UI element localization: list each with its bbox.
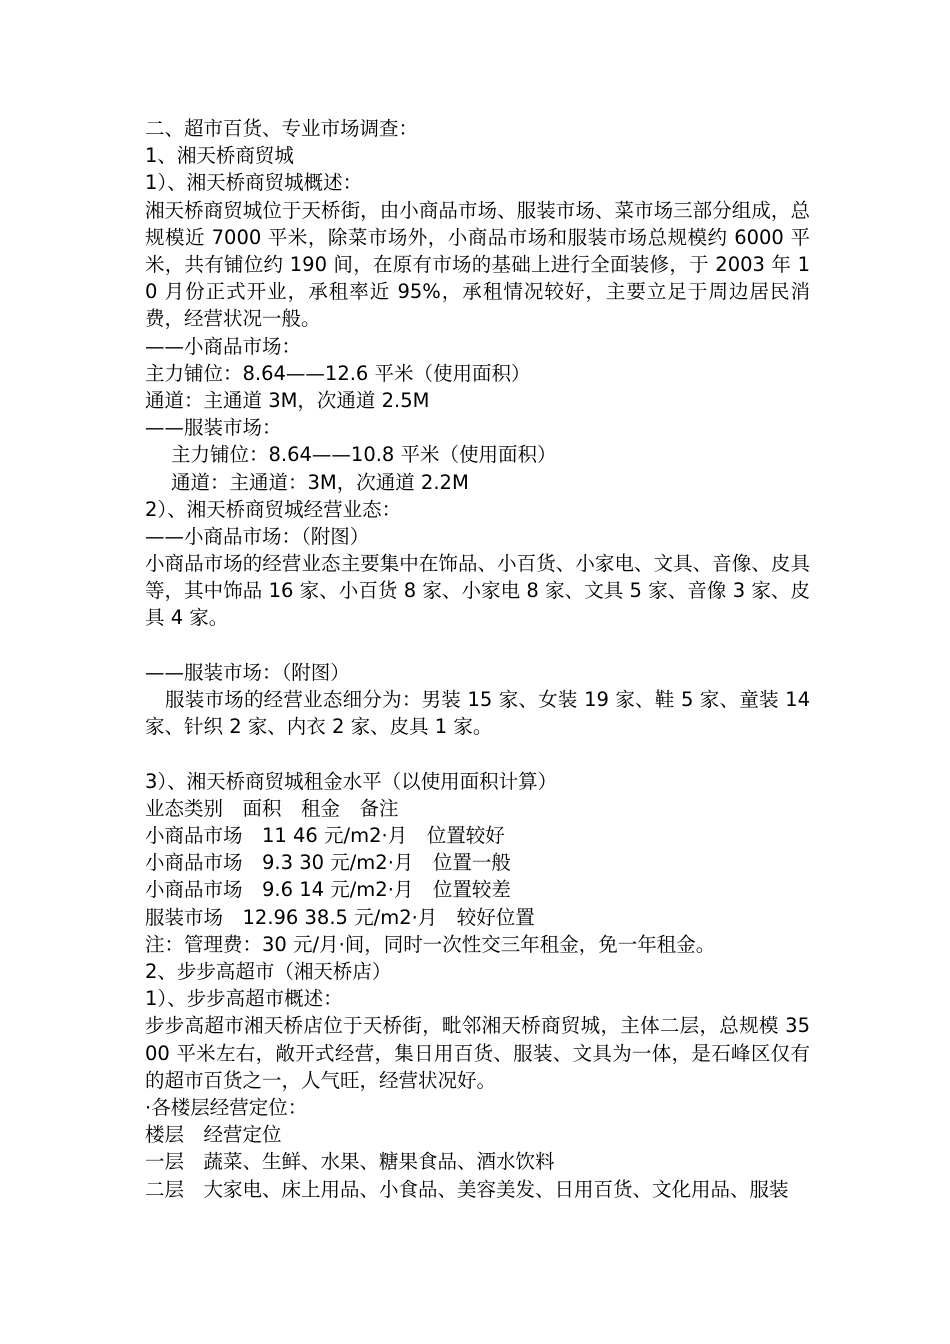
small-format-label: ——小商品市场：（附图）: [145, 524, 370, 548]
rent-table-row: 小商品市场 11 46 元/m2·月 位置较好: [145, 824, 505, 848]
subheading-bubugao-overview: 1）、步步高超市概述：: [145, 987, 343, 1011]
small-market-label: ——小商品市场：: [145, 334, 302, 358]
rent-table-row: 小商品市场 9.6 14 元/m2·月 位置较差: [145, 878, 511, 902]
small-format-paragraph: 小商品市场的经营业态主要集中在饰品、小百货、小家电、文具、音像、皮具等，其中饰品 16 家、小百货 8 家、小家电 8 家、文具 5 家、音像 3 家、皮具 4 家。: [145, 552, 810, 630]
floor-positioning-label: ·各楼层经营定位：: [145, 1095, 308, 1119]
clothing-aisle: 通道：主通道：3M，次通道 2.2M: [171, 470, 469, 494]
rent-note: 注：管理费：30 元/月·间，同时一次性交三年租金，免一年租金。: [145, 932, 716, 956]
bubugao-overview-paragraph: 步步高超市湘天桥店位于天桥街，毗邻湘天桥商贸城，主体二层，总规模 3500 平米左右，敞开式经营，集日用百货、服装、文具为一体，是石峰区仅有的超市百货之一，人气旺，经营状况好。: [145, 1014, 810, 1092]
document-body: [145, 115, 810, 1203]
clothing-format-paragraph: 服装市场的经营业态细分为：男装 15 家、女装 19 家、鞋 5 家、童装 14 家、针织 2 家、内衣 2 家、皮具 1 家。: [145, 688, 810, 739]
floor-table-header: 楼层 经营定位: [145, 1123, 282, 1147]
heading-bubugao: 2、步步高超市（湘天桥店）: [145, 959, 392, 983]
small-main-stall: 主力铺位：8.64——12.6 平米（使用面积）: [145, 361, 531, 385]
clothing-format-label: ——服装市场：（附图）: [145, 660, 350, 684]
rent-table-header: 业态类别 面积 租金 备注: [145, 796, 399, 820]
subheading-business-format: 2）、湘天桥商贸城经营业态：: [145, 497, 402, 521]
floor-row-1: 一层 蔬菜、生鲜、水果、糖果食品、酒水饮料: [145, 1150, 555, 1174]
subheading-rent-level: 3）、湘天桥商贸城租金水平（以使用面积计算）: [145, 769, 558, 793]
overview-paragraph: 湘天桥商贸城位于天桥街，由小商品市场、服装市场、菜市场三部分组成，总规模近 7000 平米，除菜市场外，小商品市场和服装市场总规模约 6000 平米，共有铺位约 190 间，在原有市场的基础上进行全面装修，于 2003 年 10 月份正式开业，承租率近 95%，承租情况较好，主要立足于周边居民消费，经营状况一般。: [145, 198, 810, 331]
floor-row-2: 二层 大家电、床上用品、小食品、美容美发、日用百货、文化用品、服装: [145, 1177, 789, 1201]
rent-table-row: 服装市场 12.96 38.5 元/m2·月 较好位置: [145, 905, 535, 929]
rent-table-row: 小商品市场 9.3 30 元/m2·月 位置一般: [145, 851, 511, 875]
blank-line: [145, 632, 810, 659]
heading-xiangtianqiao: 1、湘天桥商贸城: [145, 144, 294, 168]
small-aisle: 通道：主通道 3M，次通道 2.5M: [145, 388, 430, 412]
section-title: 二、超市百货、专业市场调查：: [145, 117, 419, 140]
clothing-main-stall: 主力铺位：8.64——10.8 平米（使用面积）: [171, 443, 557, 467]
clothing-market-label: ——服装市场：: [145, 416, 282, 440]
subheading-overview: 1）、湘天桥商贸城概述：: [145, 171, 363, 195]
blank-line: [145, 740, 810, 767]
